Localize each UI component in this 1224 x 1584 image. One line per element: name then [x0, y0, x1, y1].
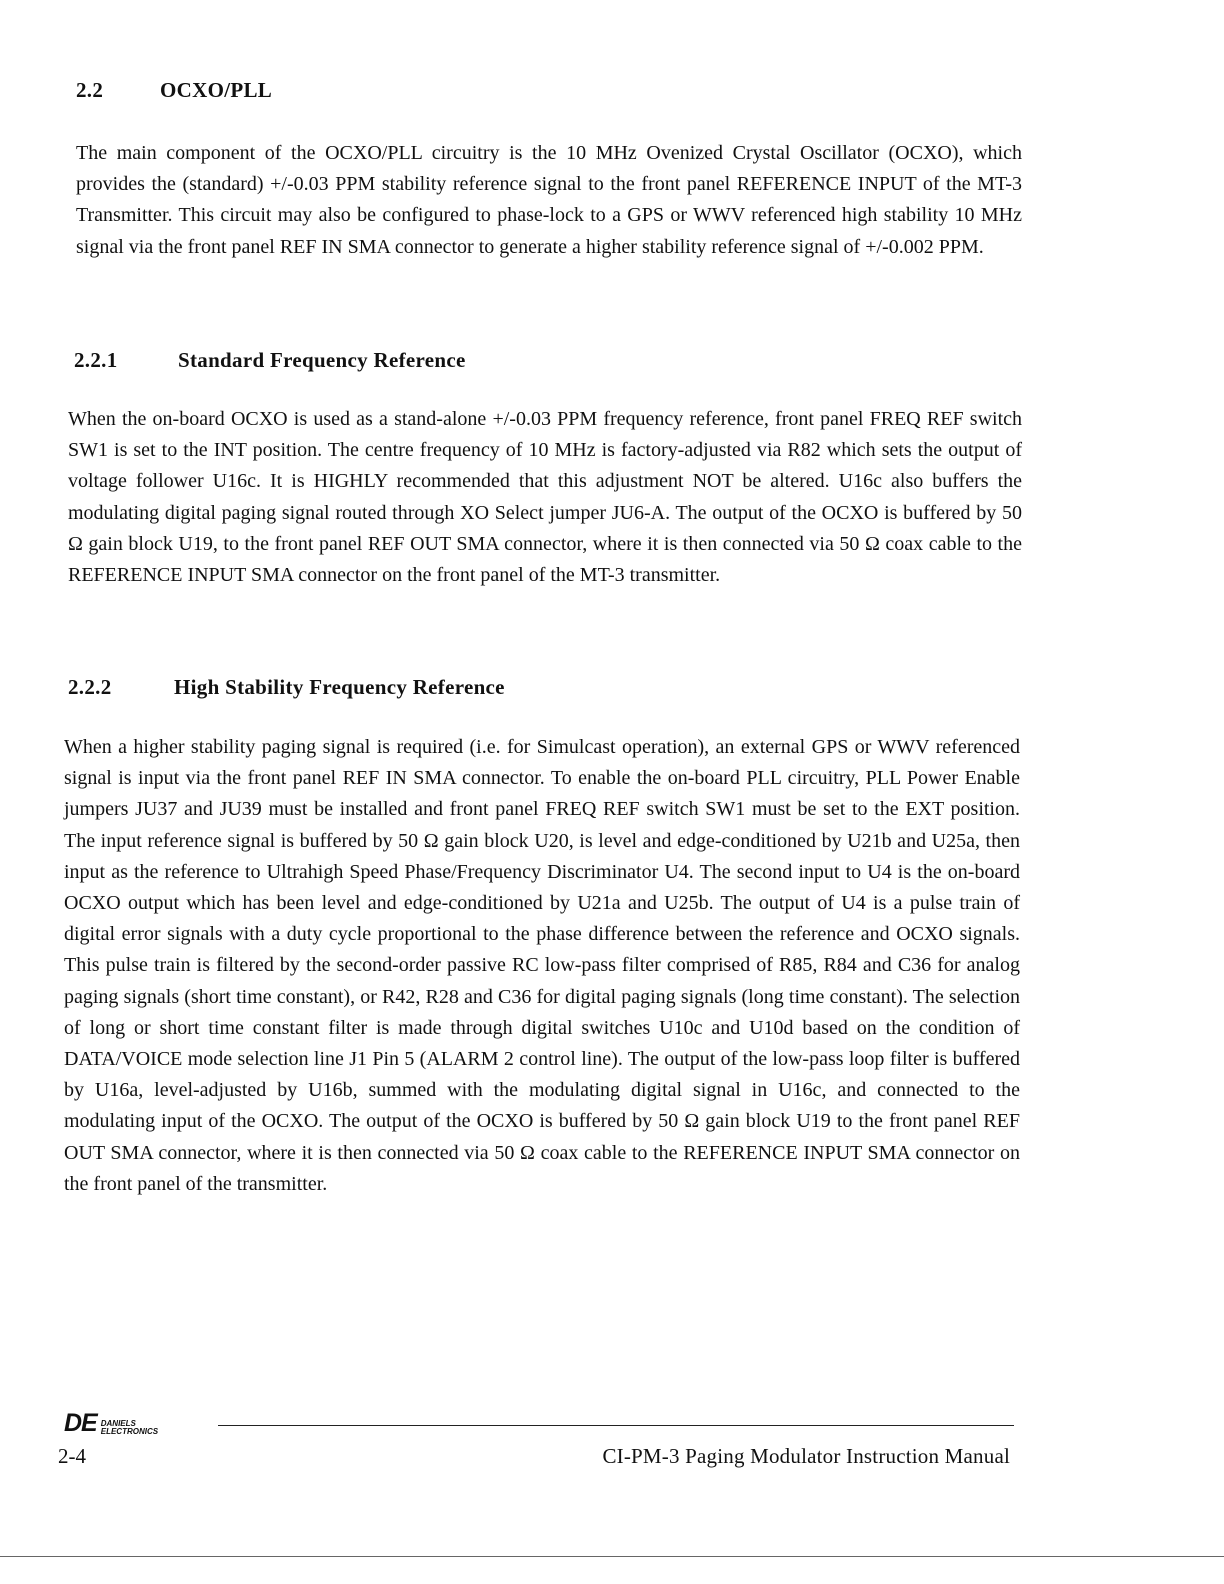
section-title: High Stability Frequency Reference [174, 675, 505, 699]
page-edge-line [0, 1556, 1224, 1557]
section-number: 2.2.2 [68, 675, 112, 699]
section-body-2-2-1: When the on-board OCXO is used as a stand-alone +/-0.03 PPM frequency reference, front panel FREQ REF switch SW1 is set to the INT position. The centre frequency of 10 MHz is factory-adjusted via R82 which sets the output of voltage follower U16c. It is HIGHLY recommended that this adjustment NOT be altered. U16c also buffers the modulating digital paging signal routed through XO Select jumper JU6-A. The output of the OCXO is buffered by 50 Ω gain block U19, to the front panel REF OUT SMA connector, where it is then connected via 50 Ω coax cable to the REFERENCE INPUT SMA connector on the front panel of the MT-3 transmitter. [68, 408, 1022, 587]
logo-text [101, 1420, 158, 1436]
section-heading-2-2-2 [68, 675, 505, 700]
section-body-2-2-2: When a higher stability paging signal is required (i.e. for Simulcast operation), an external GPS or WWV referenced signal is input via the front panel REF IN SMA connector. To enable the on-board PLL circuitry, PLL Power Enable jumpers JU37 and JU39 must be installed and front panel FREQ REF switch SW1 must be set to the EXT position. The input reference signal is buffered by 50 Ω gain block U20, is level and edge-conditioned by U21b and U25a, then input as the reference to Ultrahigh Speed Phase/Frequency Discriminator U4. The second input to U4 is the on-board OCXO output which has been level and edge-conditioned by U21a and U25b. The output of U4 is a pulse train of digital error signals with a duty cycle proportional to the phase difference between the reference and OCXO signals. This pulse train is filtered by the second-order passive RC low-pass filter comprised of R85, R84 and C36 for analog paging signals (short time constant), or R42, R28 and C36 for digital paging signals (long time constant). The selection of long or short time constant filter is made through digital switches U10c and U10d based on the condition of DATA/VOICE mode selection line J1 Pin 5 (ALARM 2 control line). The output of the low-pass loop filter is buffered by U16a, level-adjusted by U16b, summed with the modulating digital signal in U16c, and connected to the modulating input of the OCXO. The output of the OCXO is buffered by 50 Ω gain block U19 to the front panel REF OUT SMA connector, where it is then connected via 50 Ω coax cable to the REFERENCE INPUT SMA connector on the front panel of the transmitter. [64, 736, 1020, 1195]
section-number: 2.2 [76, 78, 104, 102]
section-title: Standard Frequency Reference [178, 348, 466, 372]
manual-title: CI-PM-3 Paging Modulator Instruction Manual [602, 1444, 1010, 1468]
logo-mark: DE [64, 1409, 97, 1437]
section-number: 2.2.1 [74, 348, 118, 372]
section-heading-2-2-1 [74, 348, 466, 373]
section-heading-2-2 [76, 78, 272, 103]
page-number: 2-4 [58, 1444, 86, 1468]
logo-line-1: DANIELS [100, 1419, 136, 1428]
footer-divider [218, 1425, 1014, 1426]
daniels-electronics-logo [64, 1408, 158, 1436]
section-title: OCXO/PLL [160, 78, 273, 102]
logo-line-2: ELECTRONICS [100, 1427, 159, 1436]
section-body-2-2: The main component of the OCXO/PLL circuitry is the 10 MHz Ovenized Crystal Oscillator (OCXO), which provides the (standard) +/-0.03 PPM stability reference signal to the front panel REFERENCE INPUT of the MT-3 Transmitter. This circuit may also be configured to phase-lock to a GPS or WWV referenced high stability 10 MHz signal via the front panel REF IN SMA connector to generate a higher stability reference signal of +/-0.002 PPM. [76, 142, 1022, 258]
